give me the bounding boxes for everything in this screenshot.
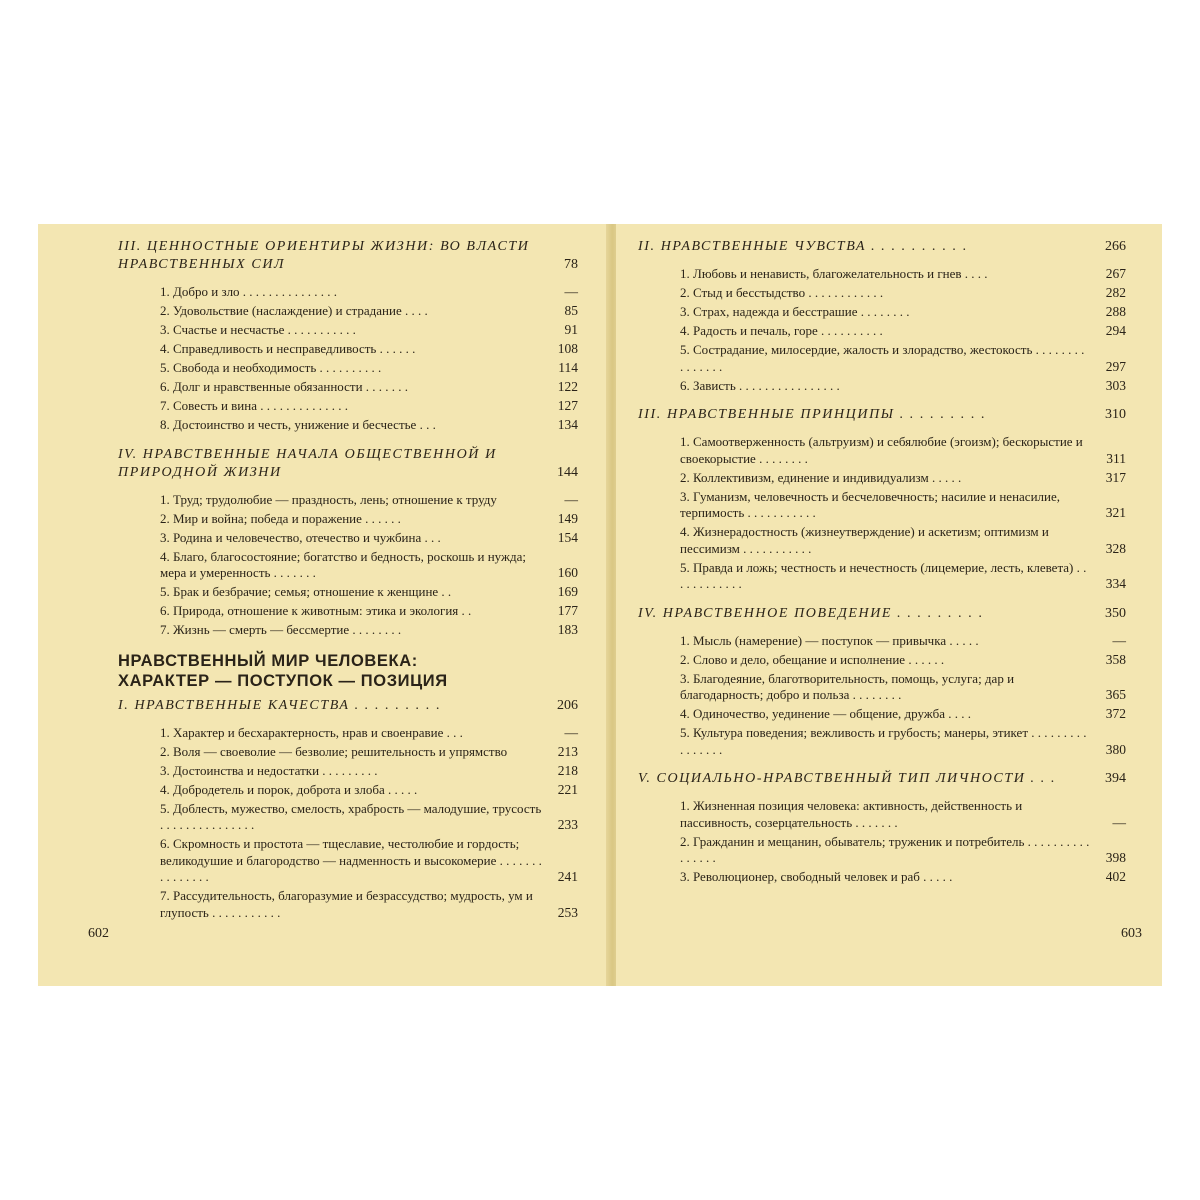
- part-title-line: ХАРАКТЕР — ПОСТУПОК — ПОЗИЦИЯ: [118, 671, 448, 690]
- toc-entry-page: 127: [557, 398, 578, 413]
- toc-entry: [160, 398, 578, 415]
- toc-section: [118, 446, 578, 639]
- toc-entry-page: 282: [1105, 285, 1126, 300]
- toc-entry-text: 3. Родина и человечество, отечество и чужбина . . .: [160, 529, 441, 545]
- toc-entry-page: 122: [557, 379, 578, 394]
- toc-entry-page: 317: [1105, 469, 1126, 485]
- toc-entry-page: 334: [1105, 576, 1126, 591]
- toc-entry: [680, 342, 1126, 375]
- toc-entry-page: 91: [564, 322, 578, 337]
- toc-entry-page: 218: [557, 762, 578, 778]
- toc-entry-text: 2. Мир и война; победа и поражение . . . . . .: [160, 510, 401, 526]
- section-title: IV. НРАВСТВЕННОЕ ПОВЕДЕНИЕ . . . . . . . . .: [638, 605, 984, 621]
- toc-entry-text: 7. Рассудительность, благоразумие и безрассудство; мудрость, ум и глупость . . . . . . . . . . .: [160, 888, 533, 920]
- toc-entry: [680, 470, 1126, 487]
- section-title: V. СОЦИАЛЬНО-НРАВСТВЕННЫЙ ТИП ЛИЧНОСТИ . . .: [638, 771, 1057, 786]
- toc-entry-text: 2. Коллективизм, единение и индивидуализм . . . . .: [680, 469, 962, 485]
- toc-entry-page: 233: [557, 817, 578, 832]
- toc-entry: [680, 834, 1126, 867]
- toc-entry-text: 5. Доблесть, мужество, смелость, храбрость — малодушие, трусость . . . . . . . . . . . . . . .: [160, 800, 542, 832]
- section-page: 350: [1105, 605, 1126, 621]
- section-heading: [638, 238, 1126, 256]
- toc-entry-text: 2. Слово и дело, обещание и исполнение . . . . . .: [680, 651, 945, 667]
- toc-entry: [160, 782, 578, 799]
- toc-entry-text: 1. Мысль (намерение) — поступок — привычка . . . . .: [680, 632, 979, 648]
- toc-entry-page: 149: [557, 510, 578, 526]
- section-title: III. ЦЕННОСТНЫЕ ОРИЕНТИРЫ ЖИЗНИ: ВО ВЛАСТИ НРАВСТВЕННЫХ СИЛ: [118, 239, 530, 272]
- toc-entry: [680, 633, 1126, 650]
- toc-entry-text: 3. Достоинства и недостатки . . . . . . . . .: [160, 762, 378, 778]
- toc-entry: [680, 489, 1126, 522]
- toc-entry: [680, 266, 1126, 283]
- toc-entry-text: 4. Благо, благосостояние; богатство и бедность, роскошь и нужда; мера и умеренность . . . . . . .: [160, 548, 526, 580]
- toc-entry-text: 3. Благодеяние, благотворительность, помощь, услуга; дар и благодарность; добро и польза . . . . . . . .: [680, 670, 1015, 702]
- toc-entry-text: 1. Характер и бесхарактерность, нрав и своенравие . . .: [160, 724, 463, 740]
- toc-entry-page: 358: [1105, 651, 1126, 667]
- toc-entry: [680, 725, 1126, 758]
- toc-entry-page: 221: [557, 781, 578, 797]
- toc-entry: [680, 798, 1126, 831]
- toc-entry: [680, 304, 1126, 321]
- toc-entry-page: 328: [1105, 540, 1126, 556]
- toc-entry-text: 1. Добро и зло . . . . . . . . . . . . . . .: [160, 284, 338, 299]
- toc-entry-text: 3. Гуманизм, человечность и бесчеловечность; насилие и ненасилие, терпимость . . . . . . . . . . .: [680, 488, 1060, 520]
- toc-entry-page: 311: [1106, 450, 1126, 466]
- toc-entry: [160, 360, 578, 377]
- toc-entry-page: 253: [557, 904, 578, 920]
- toc-entry-text: 7. Жизнь — смерть — бессмертие . . . . . . . .: [160, 622, 402, 637]
- toc-entry: [160, 549, 578, 582]
- toc-entry: [680, 524, 1126, 557]
- toc-entry-text: 5. Культура поведения; вежливость и грубость; манеры, этикет . . . . . . . . . . . . . . . .: [680, 725, 1087, 757]
- left-page: [38, 224, 610, 986]
- toc-entry: [680, 652, 1126, 669]
- toc-entry-text: 5. Свобода и необходимость . . . . . . . . . .: [160, 360, 382, 375]
- toc-entry-text: 6. Скромность и простота — тщеславие, честолюбие и гордость; великодушие и благородство — надменность и высокомерие . . . . . . . . . . . . . . .: [160, 836, 542, 884]
- toc-entry: [160, 303, 578, 320]
- toc-entry: [160, 725, 578, 742]
- toc-entry-page: 321: [1105, 505, 1126, 520]
- section-page: 266: [1105, 239, 1126, 254]
- toc-entry-page: 372: [1105, 706, 1126, 721]
- part-title-line: НРАВСТВЕННЫЙ МИР ЧЕЛОВЕКА:: [118, 651, 418, 670]
- toc-entry: [680, 378, 1126, 395]
- toc-entry: [680, 285, 1126, 302]
- toc-entry: [160, 511, 578, 528]
- toc-entry: [680, 869, 1126, 886]
- toc-section: [118, 697, 578, 922]
- toc-entry: [160, 417, 578, 434]
- toc-entry-text: 3. Счастье и несчастье . . . . . . . . . . .: [160, 322, 356, 337]
- toc-entry-page: 303: [1105, 377, 1126, 393]
- toc-entry-text: 4. Жизнерадостность (жизнеутверждение) и аскетизм; оптимизм и пессимизм . . . . . . . . . . .: [680, 524, 1049, 556]
- toc-entry: [160, 801, 578, 834]
- section-title: IV. НРАВСТВЕННЫЕ НАЧАЛА ОБЩЕСТВЕННОЙ И ПРИРОДНОЙ ЖИЗНИ: [118, 446, 497, 480]
- toc-entry-text: 2. Удовольствие (наслаждение) и страдание . . . .: [160, 303, 428, 318]
- page-number: 603: [1121, 926, 1142, 941]
- toc-entry-page: 365: [1105, 687, 1126, 702]
- page-number: 602: [88, 926, 109, 941]
- toc-entry-text: 1. Труд; трудолюбие — праздность, лень; отношение к труду: [160, 491, 497, 507]
- toc-entry-page: —: [564, 491, 578, 507]
- section-page: 144: [557, 464, 578, 480]
- section-page: 310: [1105, 407, 1126, 422]
- section-heading: [118, 238, 578, 274]
- section-heading: [638, 406, 1126, 424]
- toc-entry-text: 4. Одиночество, уединение — общение, дружба . . . .: [680, 706, 971, 721]
- part-title: [118, 651, 578, 691]
- toc-entry-page: 183: [557, 622, 578, 637]
- toc-entry: [160, 492, 578, 509]
- toc-entry-page: 241: [557, 869, 578, 884]
- toc-entry-text: 4. Радость и печаль, горе . . . . . . . . . .: [680, 323, 883, 338]
- right-page: [616, 224, 1162, 986]
- toc-entry: [680, 434, 1126, 467]
- toc-entry: [160, 888, 578, 921]
- toc-entry: [160, 744, 578, 761]
- toc-entry-text: 5. Сострадание, милосердие, жалость и злорадство, жестокость . . . . . . . . . . . . . . .: [680, 342, 1085, 374]
- toc-entry-text: 6. Зависть . . . . . . . . . . . . . . . .: [680, 377, 840, 393]
- toc-entry-page: 380: [1105, 741, 1126, 757]
- toc-entry: [160, 836, 578, 886]
- toc-entry-text: 5. Брак и безбрачие; семья; отношение к женщине . .: [160, 584, 452, 599]
- toc-entry-text: 3. Страх, надежда и бесстрашие . . . . . . . .: [680, 304, 910, 319]
- toc-entry: [160, 622, 578, 639]
- toc-entry-page: 134: [557, 417, 578, 432]
- toc-entry: [160, 584, 578, 601]
- toc-section: [638, 406, 1126, 593]
- toc-entry-text: 2. Воля — своеволие — безволие; решительность и упрямство: [160, 743, 508, 759]
- toc-entry: [160, 379, 578, 396]
- toc-entry-text: 2. Гражданин и мещанин, обыватель; труженик и потребитель . . . . . . . . . . . . . . . .: [680, 833, 1090, 865]
- toc-entry-page: 114: [558, 360, 578, 375]
- section-page: 394: [1105, 771, 1126, 786]
- toc-entry: [680, 706, 1126, 723]
- toc-entry-page: —: [564, 724, 578, 740]
- toc-entry-text: 5. Правда и ложь; честность и нечестность (лицемерие, лесть, клевета) . . . . . . . . . . . .: [680, 559, 1087, 591]
- section-page: 78: [564, 257, 578, 272]
- toc-entry-page: 85: [564, 303, 578, 318]
- toc-entry-page: —: [1112, 632, 1126, 648]
- toc-section: [118, 238, 578, 434]
- toc-entry: [160, 322, 578, 339]
- toc-entry-page: 160: [557, 565, 578, 580]
- toc-section: [638, 770, 1126, 886]
- toc-entry-text: 1. Самоотверженность (альтруизм) и себялюбие (эгоизм); бескорыстие и своекорыстие . . . . . . . .: [680, 434, 1083, 466]
- toc-entry-page: 154: [557, 529, 578, 545]
- toc-entry-text: 1. Любовь и ненависть, благожелательность и гнев . . . .: [680, 266, 988, 281]
- toc-entry-page: 169: [557, 584, 578, 599]
- toc-entry-page: —: [1112, 814, 1126, 830]
- toc-entry-page: 402: [1105, 869, 1126, 884]
- toc-entry: [160, 284, 578, 301]
- toc-section: [638, 238, 1126, 394]
- section-heading: [638, 770, 1126, 788]
- section-title: II. НРАВСТВЕННЫЕ ЧУВСТВА . . . . . . . . . .: [638, 239, 968, 254]
- section-heading: [118, 697, 578, 715]
- toc-entry: [160, 763, 578, 780]
- toc-entry: [680, 671, 1126, 704]
- section-heading: [118, 446, 578, 482]
- toc-entry-page: 177: [557, 603, 578, 618]
- toc-entry-page: 213: [557, 743, 578, 759]
- section-title: III. НРАВСТВЕННЫЕ ПРИНЦИПЫ . . . . . . . . .: [638, 407, 987, 422]
- toc-entry-text: 1. Жизненная позиция человека: активность, действенность и пассивность, созерцательность . . . . . . .: [680, 798, 1023, 830]
- toc-entry: [160, 603, 578, 620]
- toc-entry-page: 108: [557, 341, 578, 356]
- toc-entry-page: 297: [1105, 358, 1126, 374]
- toc-entry: [160, 530, 578, 547]
- toc-entry-text: 7. Совесть и вина . . . . . . . . . . . . . .: [160, 398, 348, 413]
- toc-entry-text: 2. Стыд и бесстыдство . . . . . . . . . . . .: [680, 285, 884, 300]
- toc-entry-page: 294: [1105, 323, 1126, 338]
- section-page: 206: [557, 697, 578, 713]
- toc-entry-text: 3. Революционер, свободный человек и раб . . . . .: [680, 869, 953, 884]
- section-title: I. НРАВСТВЕННЫЕ КАЧЕСТВА . . . . . . . . .: [118, 697, 442, 713]
- toc-entry-text: 6. Природа, отношение к животным: этика и экология . .: [160, 603, 472, 618]
- toc-entry: [160, 341, 578, 358]
- toc-entry-page: —: [564, 284, 578, 299]
- toc-entry-text: 8. Достоинство и честь, унижение и бесчестье . . .: [160, 417, 436, 432]
- section-heading: [638, 605, 1126, 623]
- toc-entry-page: 398: [1105, 850, 1126, 865]
- toc-entry-page: 288: [1105, 304, 1126, 319]
- toc-entry-page: 267: [1105, 266, 1126, 281]
- toc-entry-text: 4. Справедливость и несправедливость . . . . . .: [160, 341, 416, 356]
- toc-entry: [680, 560, 1126, 593]
- toc-entry-text: 4. Добродетель и порок, доброта и злоба . . . . .: [160, 781, 418, 797]
- toc-entry: [680, 323, 1126, 340]
- toc-section: [638, 605, 1126, 759]
- toc-entry-text: 6. Долг и нравственные обязанности . . . . . . .: [160, 379, 409, 394]
